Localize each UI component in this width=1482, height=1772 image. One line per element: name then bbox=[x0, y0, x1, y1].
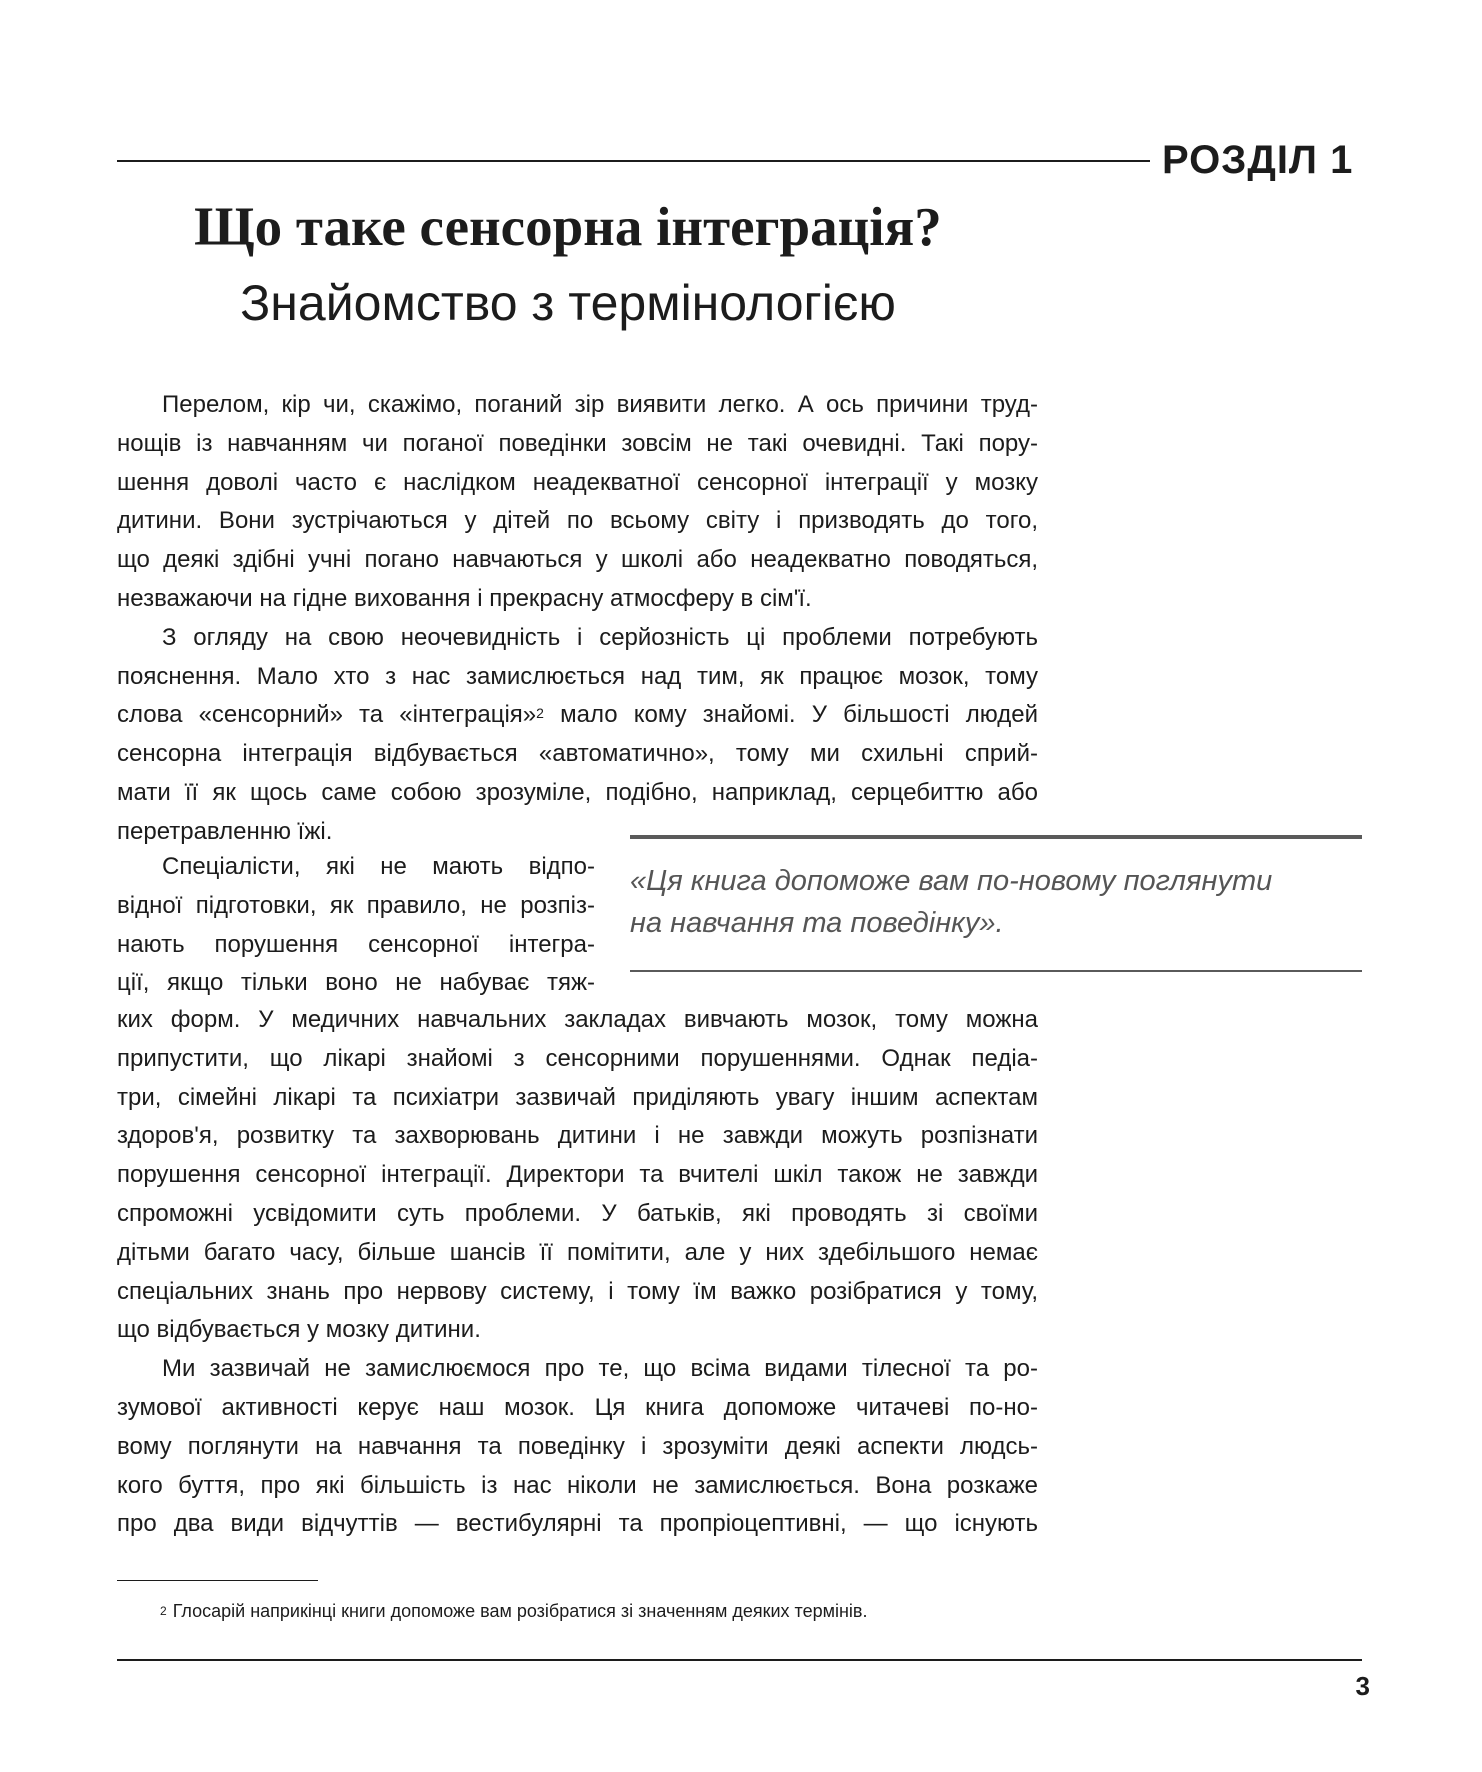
text-line: відної підготовки, як правило, не розпіз- bbox=[117, 891, 595, 919]
footnote-mark: 2 bbox=[160, 1604, 167, 1618]
text-line: шення доволі часто є наслідком неадекватної сенсорної інтеграції у мозку bbox=[117, 468, 1038, 496]
text-line: дітьми багато часу, більше шансів її помітити, але у них здебільшого немає bbox=[117, 1238, 1038, 1266]
text-line: З огляду на свою неочевидність і серйозність ці проблеми потребують bbox=[162, 623, 1038, 651]
text-line: кого буття, про які більшість із нас ніколи не замислюється. Вона розкаже bbox=[117, 1471, 1038, 1499]
page-number: 3 bbox=[1355, 1671, 1370, 1701]
paragraph-4 bbox=[117, 1350, 1038, 1544]
pull-quote-bottom-rule bbox=[630, 970, 1362, 972]
text-line: дитини. Вони зустрічаються у дітей по всьому світу і призводять до того, bbox=[117, 507, 1038, 535]
text-line: незважаючи на гідне виховання і прекрасну атмосферу в сім'ї. bbox=[117, 584, 812, 612]
pull-quote bbox=[630, 860, 1370, 944]
body-block-bottom bbox=[117, 1001, 1038, 1544]
text-line: припустити, що лікарі знайомі з сенсорними порушеннями. Однак педіа- bbox=[117, 1044, 1038, 1072]
text-line bbox=[117, 696, 1038, 735]
paragraph-3-continued bbox=[117, 1001, 1038, 1350]
text-line: перетравленню їжі. bbox=[117, 817, 333, 845]
footnote bbox=[160, 1598, 1160, 1624]
pull-quote-top-rule bbox=[630, 835, 1362, 839]
text-line: ції, якщо тільки воно не набуває тяж- bbox=[117, 969, 595, 997]
pull-quote-line: «Ця книга допоможе вам по-новому поглянути bbox=[630, 865, 1273, 897]
text-line: нощів із навчанням чи поганої поведінки зовсім не такі очевидні. Такі пору- bbox=[117, 429, 1038, 457]
text-line: ких форм. У медичних навчальних закладах вивчають мозок, тому можна bbox=[117, 1006, 1038, 1033]
text-line: три, сімейні лікарі та психіатри зазвичай приділяють увагу іншим аспектам bbox=[117, 1083, 1038, 1111]
text-fragment: слова «сенсорний» та «інтеграція» bbox=[117, 701, 537, 729]
pull-quote-line: на навчання та поведінку». bbox=[630, 907, 1004, 939]
footnote-rule bbox=[117, 1580, 318, 1581]
text-line: Ми зазвичай не замислюємося про те, що всіма видами тілесної та ро- bbox=[162, 1355, 1038, 1383]
paragraph-1 bbox=[117, 386, 1038, 619]
body-block-top bbox=[117, 386, 1038, 852]
footnote-reference[interactable]: 2 bbox=[536, 705, 544, 722]
footer-rule bbox=[117, 1659, 1362, 1661]
chapter-label: РОЗДІЛ 1 bbox=[1162, 138, 1354, 182]
paragraph-2 bbox=[117, 619, 1038, 852]
chapter-subtitle: Знайомство з термінологією bbox=[240, 275, 896, 331]
text-line: що відбувається у мозку дитини. bbox=[117, 1316, 481, 1344]
text-line: нають порушення сенсорної інтегра- bbox=[117, 930, 595, 958]
text-line: вому поглянути на навчання та поведінку і зрозуміти деякі аспекти людсь- bbox=[117, 1432, 1038, 1460]
text-line: сенсорна інтеграція відбувається «автоматично», тому ми схильні сприй- bbox=[117, 740, 1038, 768]
text-line: спеціальних знань про нервову систему, і тому їм важко розібратися у тому, bbox=[117, 1277, 1038, 1305]
text-line: спроможні усвідомити суть проблеми. У батьків, які проводять зі своїми bbox=[117, 1199, 1038, 1227]
text-line: Спеціалісти, які не мають відпо- bbox=[162, 853, 595, 880]
text-line: зумової активності керує наш мозок. Ця книга допоможе читачеві по-но- bbox=[117, 1393, 1038, 1421]
text-line: пояснення. Мало хто з нас замислюється над тим, як працює мозок, тому bbox=[117, 662, 1038, 690]
chapter-title: Що таке сенсорна інтеграція? bbox=[194, 196, 942, 257]
text-line: порушення сенсорної інтеграції. Директори та вчителі шкіл також не завжди bbox=[117, 1161, 1038, 1189]
text-line: що деякі здібні учні погано навчаються у школі або неадекватно поводяться, bbox=[117, 546, 1038, 574]
footnote-text: Глосарій наприкінці книги допоможе вам розібратися зі значенням деяких термінів. bbox=[172, 1601, 868, 1621]
text-line: Перелом, кір чи, скажімо, поганий зір виявити легко. А ось причини труд- bbox=[162, 391, 1038, 418]
paragraph-3-start bbox=[117, 848, 595, 1003]
text-fragment: мало кому знайомі. У більшості людей bbox=[543, 701, 1039, 729]
body-block-narrow bbox=[117, 848, 595, 1003]
chapter-rule bbox=[117, 160, 1150, 162]
text-line: мати її як щось саме собою зрозуміле, подібно, наприклад, серцебиттю або bbox=[117, 778, 1038, 806]
text-line: здоров'я, розвитку та захворювань дитини і не завжди можуть розпізнати bbox=[117, 1122, 1038, 1150]
text-line: про два види відчуттів — вестибулярні та пропріоцептивні, — що існують bbox=[117, 1510, 1038, 1538]
